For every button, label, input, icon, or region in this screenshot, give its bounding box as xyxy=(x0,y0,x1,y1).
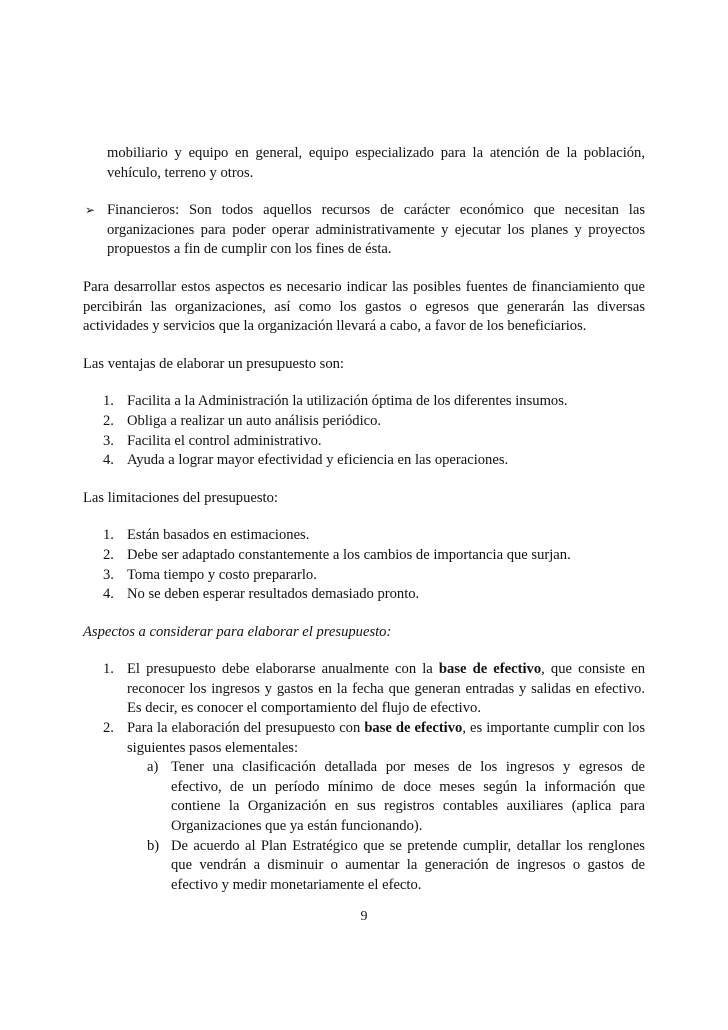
aspectos-heading: Aspectos a considerar para elaborar el presupuesto: xyxy=(83,623,392,640)
list-item xyxy=(83,660,645,719)
list-number: 3. xyxy=(103,432,114,449)
list-number: 1. xyxy=(103,527,114,544)
sub-list-text: Tener una clasificación detallada por meses de los ingresos y egresos de efectivo, de un período mínimo de doce meses según la información que contiene la Organización en sus registros contables auxiliares (aplica para Organizaciones que ya están funcionando). xyxy=(171,759,645,835)
list-number: 2. xyxy=(103,546,114,563)
list-item xyxy=(83,526,645,546)
list-text: Obliga a realizar un auto análisis periódico. xyxy=(127,412,382,429)
list-item xyxy=(83,719,645,758)
list-text: Ayuda a lograr mayor efectividad y eficiencia en las operaciones. xyxy=(127,452,509,469)
list-number: 1. xyxy=(103,661,114,678)
list-text: , es importante cumplir con los siguientes pasos elementales: xyxy=(127,720,645,756)
list-item xyxy=(83,585,645,605)
list-text: Debe ser adaptado constantemente a los cambios de importancia que surjan. xyxy=(127,546,571,563)
bold-term: base de efectivo xyxy=(364,720,463,737)
page-number: 9 xyxy=(360,909,368,924)
list-item xyxy=(83,412,645,432)
list-number: 4. xyxy=(103,452,114,469)
list-text: Facilita el control administrativo. xyxy=(127,432,322,449)
list-text: No se deben esperar resultados demasiado pronto. xyxy=(127,586,420,603)
aspectos-list xyxy=(83,660,645,895)
financieros-text: Financieros: Son todos aquellos recursos de carácter económico que necesitan las organizaciones para poder operar administrativamente y ejecutar los planes y proyectos propuestos a fin de cumplir con los fines de ésta. xyxy=(107,202,645,258)
list-text: El presupuesto debe elaborarse anualmente con la xyxy=(127,661,439,678)
list-item xyxy=(83,432,645,452)
list-item xyxy=(83,566,645,586)
limitaciones-heading: Las limitaciones del presupuesto: xyxy=(83,489,278,506)
list-number: 1. xyxy=(103,393,114,410)
list-number: 3. xyxy=(103,566,114,583)
list-item xyxy=(83,451,645,471)
sub-list-letter: a) xyxy=(147,759,159,776)
list-number: 4. xyxy=(103,586,114,603)
sub-list-text: De acuerdo al Plan Estratégico que se pretende cumplir, detallar los renglones que vendrán a disminuir o aumentar la generación de ingresos o gastos de efectivo y medir monetariamente el efecto. xyxy=(171,837,645,893)
ventajas-heading: Las ventajas de elaborar un presupuesto son: xyxy=(83,355,344,372)
list-number: 2. xyxy=(103,720,114,737)
continuation-paragraph: mobiliario y equipo en general, equipo especializado para la atención de la población, vehículo, terreno y otros. xyxy=(107,145,645,181)
list-text: Toma tiempo y costo prepararlo. xyxy=(127,566,317,583)
list-text: , que consiste en reconocer los ingresos y gastos en la fecha que generan entradas y salidas en efectivo. Es decir, es conocer el comportamiento del flujo de efectivo. xyxy=(127,661,645,717)
bold-term: base de efectivo xyxy=(438,661,542,678)
list-text: Para la elaboración del presupuesto con xyxy=(127,720,365,737)
list-number: 2. xyxy=(103,412,114,429)
sub-list-item xyxy=(83,758,645,836)
list-item xyxy=(83,392,645,412)
document-page xyxy=(83,144,645,895)
limitaciones-list xyxy=(83,526,645,604)
sub-list-item xyxy=(83,837,645,896)
list-item xyxy=(83,546,645,566)
financieros-bullet-item xyxy=(83,201,645,260)
para-desarrollar-paragraph: Para desarrollar estos aspectos es necesario indicar las posibles fuentes de financiamiento que percibirán las organizaciones, así como los gastos o egresos que generarán las diversas actividades y servicios que la organización llevará a cabo, a favor de los beneficiarios. xyxy=(83,278,645,335)
list-text: Están basados en estimaciones. xyxy=(127,527,310,544)
sub-list-letter: b) xyxy=(147,837,160,854)
list-text: Facilita a la Administración la utilización óptima de los diferentes insumos. xyxy=(127,393,568,410)
arrow-bullet-icon: ➢ xyxy=(85,203,96,218)
ventajas-list xyxy=(83,392,645,470)
